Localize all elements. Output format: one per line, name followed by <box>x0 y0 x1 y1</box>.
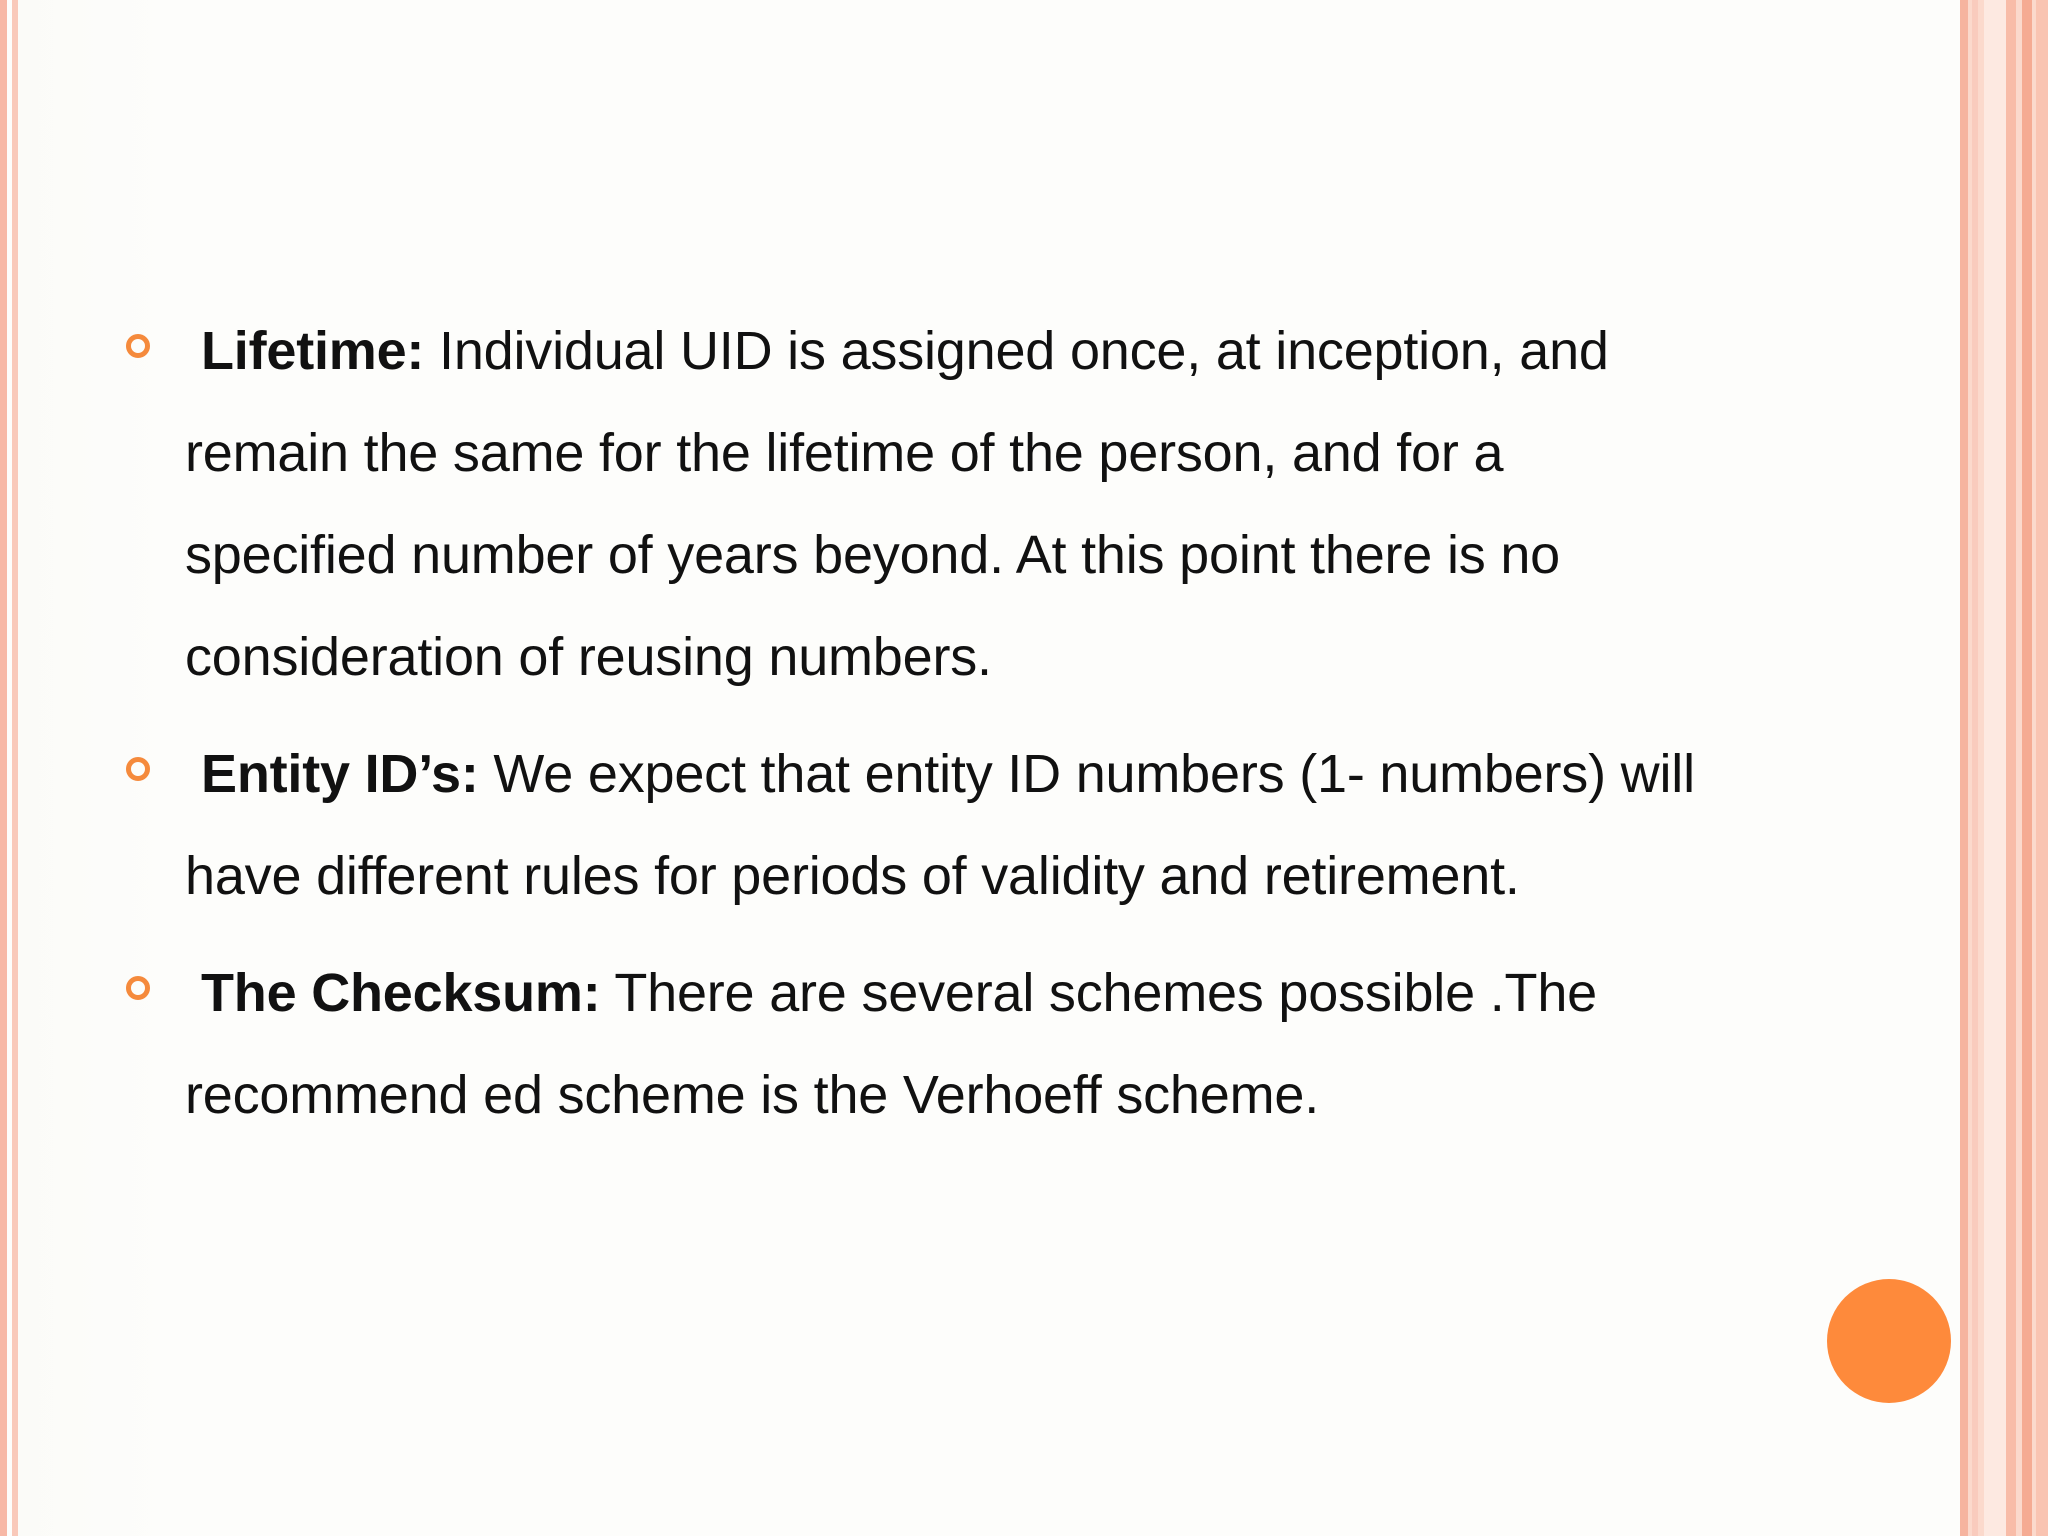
bullet-list <box>120 300 1720 1161</box>
right-decorative-stripe <box>1960 0 1968 1536</box>
right-decorative-stripe <box>2036 0 2048 1536</box>
right-decorative-stripe <box>2006 0 2016 1536</box>
bullet-item-entity-ids <box>120 723 1720 927</box>
bullet-text <box>185 300 1720 708</box>
bullet-body: Individual UID is assigned once, at inception, and remain the same for the lifetime of the person, and for a specified number of years beyond. At this point there is no consideration of reusing numbers. <box>185 321 1609 687</box>
left-decorative-stripe <box>0 0 7 1536</box>
right-decorative-stripe <box>1972 0 1978 1536</box>
orange-circle-decoration <box>1827 1279 1951 1403</box>
bullet-text <box>185 723 1720 927</box>
ring-bullet-icon <box>126 976 150 1000</box>
ring-bullet-icon <box>126 334 150 358</box>
bullet-term: The Checksum: <box>201 963 601 1023</box>
bullet-text <box>185 942 1720 1146</box>
bullet-term: Lifetime: <box>201 321 425 381</box>
bullet-body: We expect that entity ID numbers (1- numbers) will have different rules for periods of validity and retirement. <box>185 744 1695 906</box>
bullet-body: There are several schemes possible .The recommend ed scheme is the Verhoeff scheme. <box>185 963 1597 1125</box>
right-decorative-stripe <box>1984 0 2006 1536</box>
right-decorative-stripe <box>2022 0 2032 1536</box>
bullet-item-lifetime <box>120 300 1720 708</box>
bullet-term: Entity ID’s: <box>201 744 479 804</box>
ring-bullet-icon <box>126 757 150 781</box>
bullet-item-checksum <box>120 942 1720 1146</box>
